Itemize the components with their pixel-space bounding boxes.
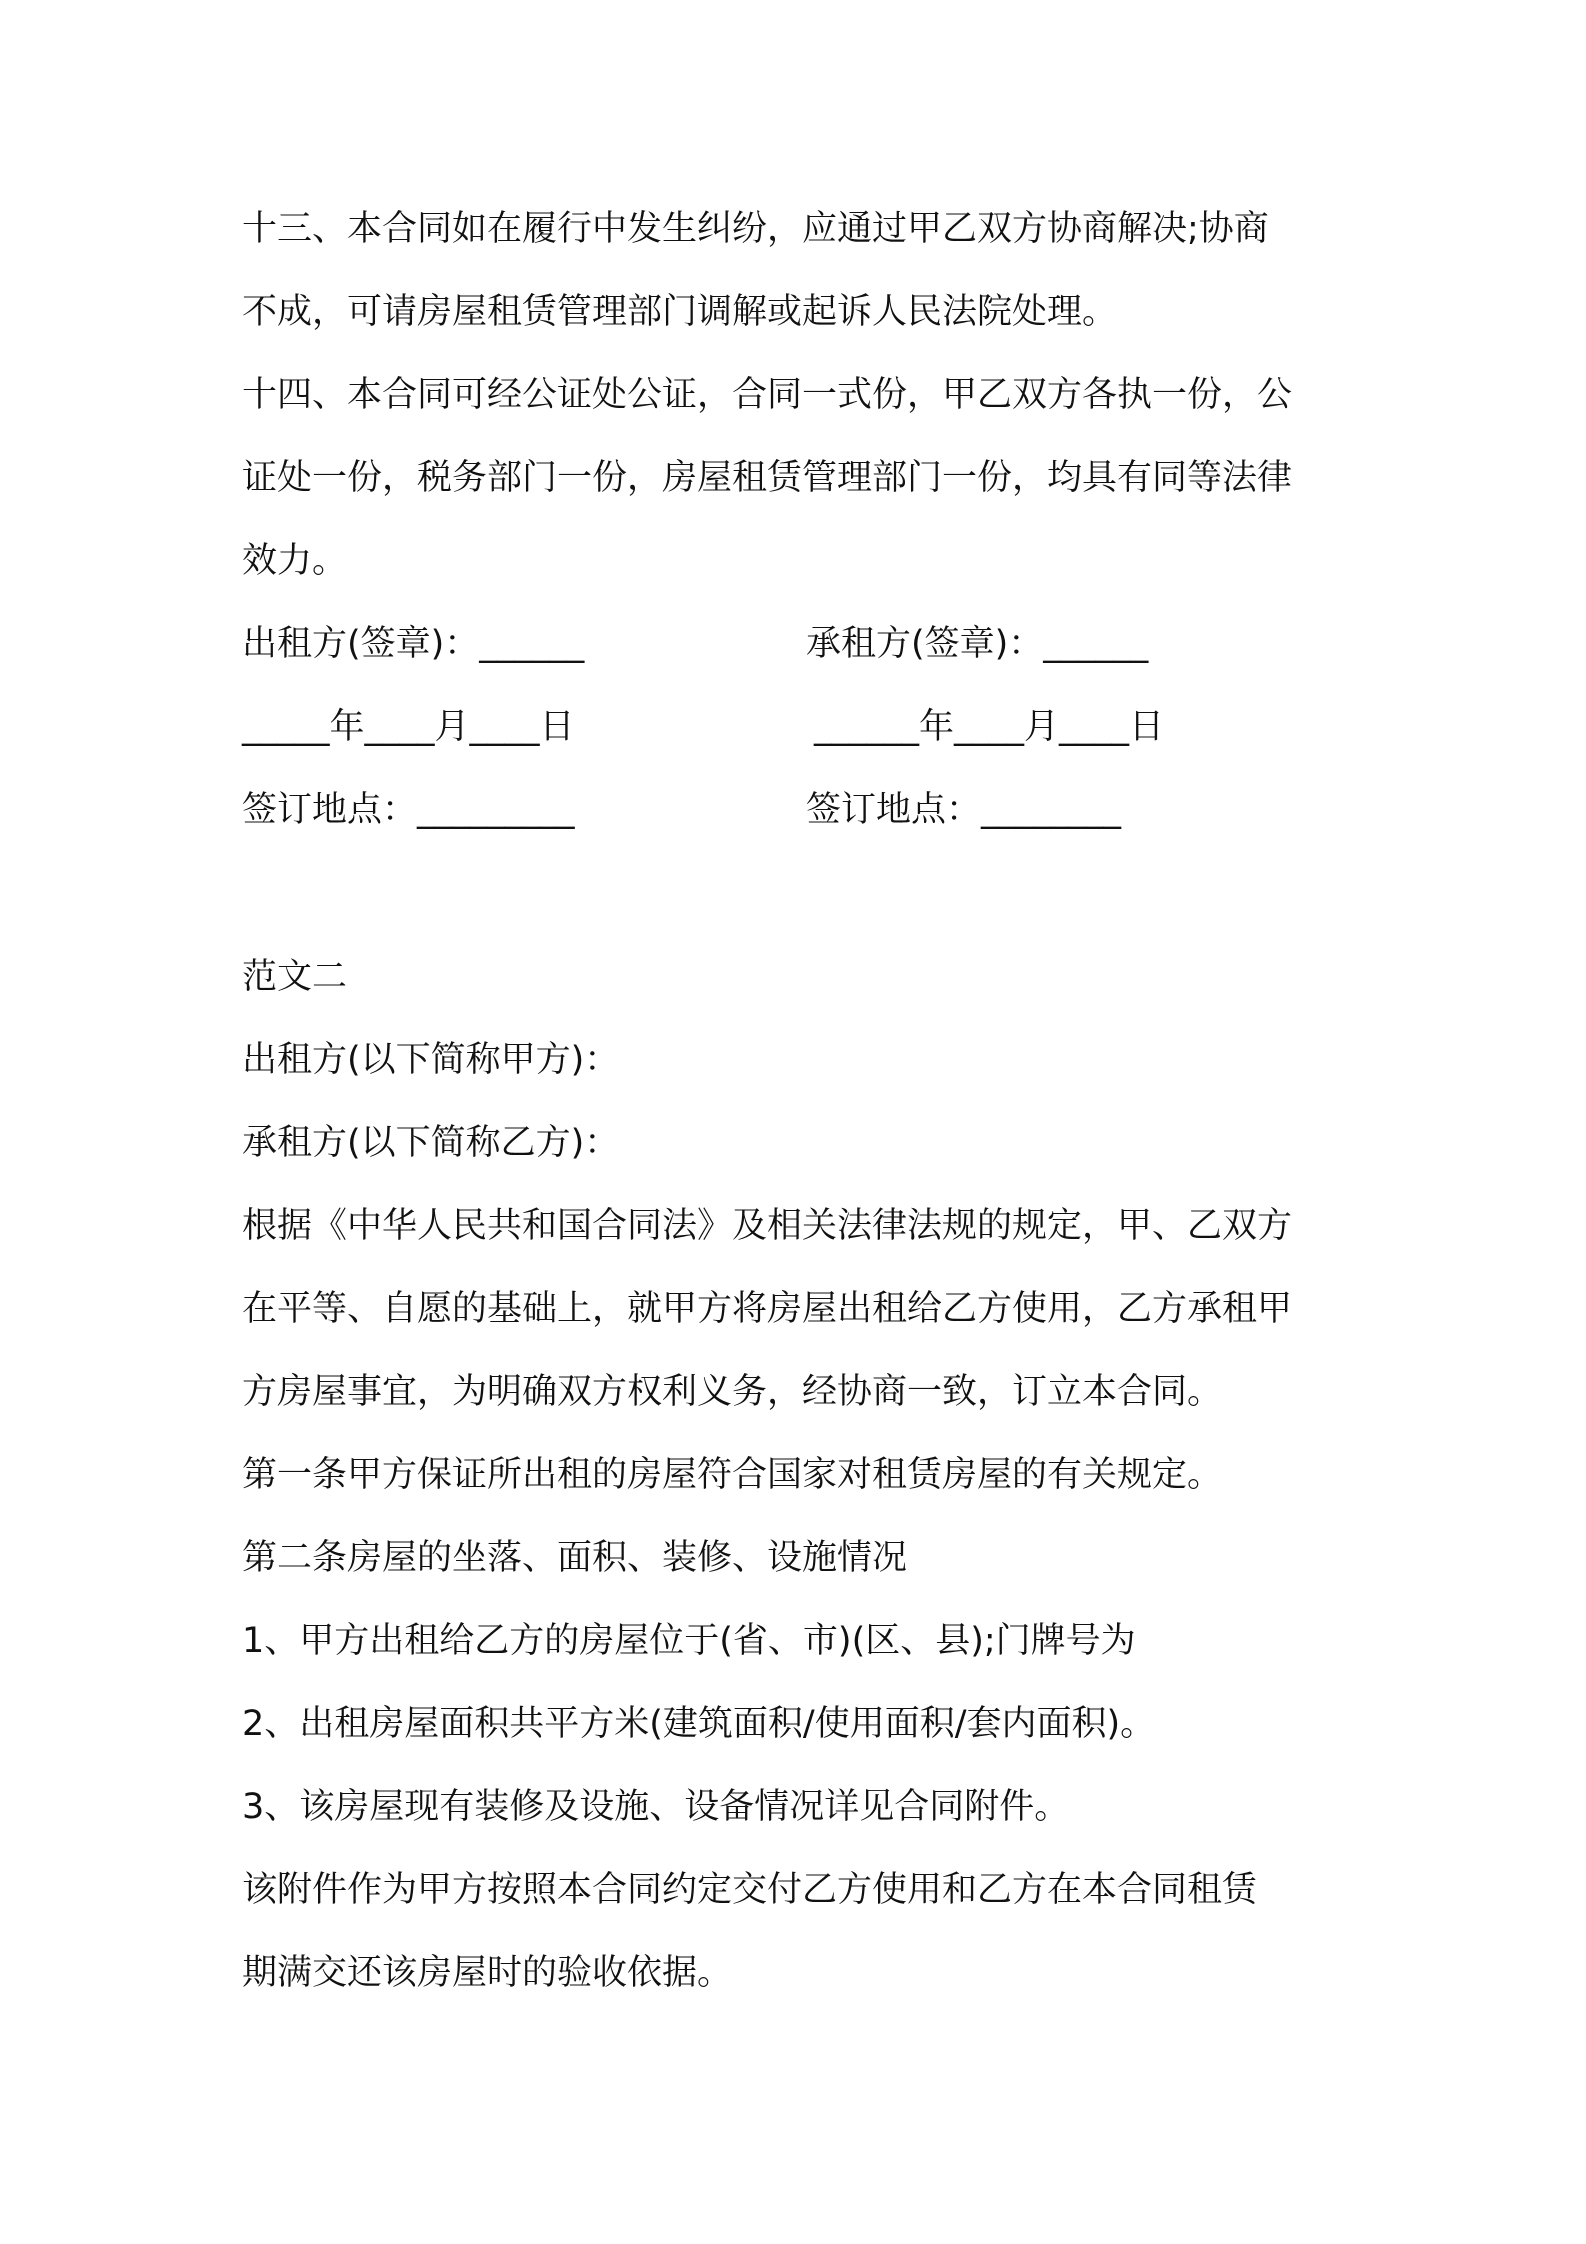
section14-line2: 证处一份，税务部门一份，房屋租赁管理部门一份，均具有同等法律 bbox=[242, 458, 1293, 498]
sample2-intro-line3: 方房屋事宜，为明确双方权利义务，经协商一致，订立本合同。 bbox=[242, 1372, 1223, 1412]
sample2-lessor: 出租方(以下简称甲方)： bbox=[242, 1040, 620, 1080]
sample2-article1: 第一条甲方保证所出租的房屋符合国家对租赁房屋的有关规定。 bbox=[242, 1455, 1223, 1495]
section14-line3: 效力。 bbox=[242, 541, 348, 581]
section13-line2: 不成，可请房屋租赁管理部门调解或起诉人民法院处理。 bbox=[242, 292, 1118, 332]
sample2-article2: 第二条房屋的坐落、面积、装修、设施情况 bbox=[242, 1538, 908, 1578]
sample2-annex-line1: 该附件作为甲方按照本合同约定交付乙方使用和乙方在本合同租赁 bbox=[242, 1870, 1258, 1910]
sample2-intro-line1: 根据《中华人民共和国合同法》及相关法律法规的规定，甲、乙双方 bbox=[242, 1206, 1293, 1246]
sample2-lessee: 承租方(以下简称乙方)： bbox=[242, 1123, 620, 1163]
lessee-signature: 承租方(签章)：______ bbox=[806, 624, 1149, 664]
sample2-item2: 2、出租房屋面积共平方米(建筑面积/使用面积/套内面积)。 bbox=[242, 1704, 1156, 1744]
sample2-annex-line2: 期满交还该房屋时的验收依据。 bbox=[242, 1953, 733, 1993]
sample2-intro-line2: 在平等、自愿的基础上，就甲方将房屋出租给乙方使用，乙方承租甲 bbox=[242, 1289, 1293, 1329]
lessee-date: ______年____月____日 bbox=[814, 707, 1165, 747]
lessor-signing-place: 签订地点：_________ bbox=[242, 790, 575, 830]
sample2-item1: 1、甲方出租给乙方的房屋位于(省、市)(区、县);门牌号为 bbox=[242, 1621, 1136, 1661]
section14-line1: 十四、本合同可经公证处公证，合同一式份，甲乙双方各执一份，公 bbox=[242, 375, 1293, 415]
sample2-title: 范文二 bbox=[242, 957, 348, 997]
sample2-item3: 3、该房屋现有装修及设施、设备情况详见合同附件。 bbox=[242, 1787, 1070, 1827]
lessor-date: _____年____月____日 bbox=[242, 707, 575, 747]
section13-line1: 十三、本合同如在履行中发生纠纷，应通过甲乙双方协商解决;协商 bbox=[242, 209, 1269, 249]
lessor-signature: 出租方(签章)：______ bbox=[242, 624, 585, 664]
lessee-signing-place: 签订地点：________ bbox=[806, 790, 1122, 830]
